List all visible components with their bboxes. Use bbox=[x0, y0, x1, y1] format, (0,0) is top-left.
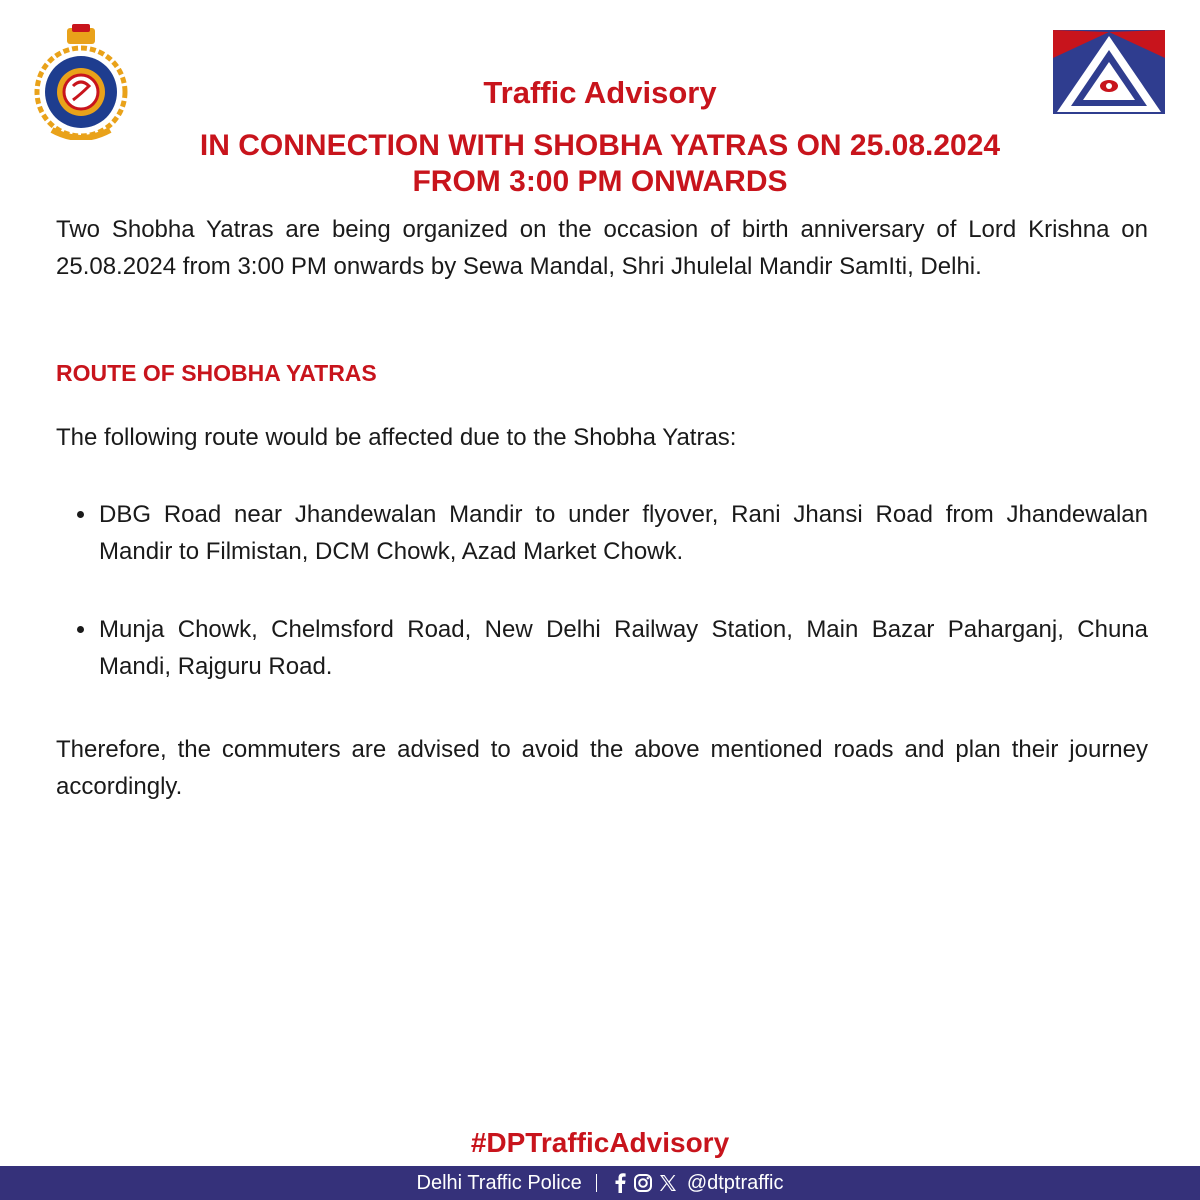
route-intro: The following route would be affected due to the Shobha Yatras: bbox=[56, 424, 737, 451]
subtitle-line-2: FROM 3:00 PM ONWARDS bbox=[412, 165, 788, 198]
intro-paragraph: Two Shobha Yatras are being organized on the occasion of birth anniversary of Lord Krishna on 25.08.2024 from 3:00 PM onwards by Sewa Mandal, Shri Jhulelal Mandir SamIti, Delhi. bbox=[56, 216, 1148, 280]
footer-bar bbox=[0, 1166, 1200, 1200]
subtitle-line-1: IN CONNECTION WITH SHOBHA YATRAS ON 25.08.2024 bbox=[199, 129, 1001, 162]
facebook-icon bbox=[613, 1173, 627, 1193]
bullet-icon bbox=[77, 626, 84, 633]
footer-divider bbox=[596, 1174, 597, 1192]
route-heading: ROUTE OF SHOBHA YATRAS bbox=[56, 360, 377, 386]
footer-handle: @dtptraffic bbox=[686, 1171, 784, 1194]
advice-paragraph: Therefore, the commuters are advised to avoid the above mentioned roads and plan their journey accordingly. bbox=[56, 736, 1148, 800]
advisory-subtitle bbox=[0, 128, 1200, 200]
footer-org-name: Delhi Traffic Police bbox=[416, 1171, 582, 1194]
x-icon bbox=[659, 1174, 677, 1192]
bullet-icon bbox=[77, 511, 84, 518]
hashtag: #DPTrafficAdvisory bbox=[470, 1127, 730, 1158]
list-item bbox=[56, 496, 1148, 570]
route-item-text: Munja Chowk, Chelmsford Road, New Delhi Railway Station, Main Bazar Paharganj, Chuna Mandi, Rajguru Road. bbox=[99, 616, 1148, 680]
route-item-text: DBG Road near Jhandewalan Mandir to under flyover, Rani Jhansi Road from Jhandewalan Mandir to Filmistan, DCM Chowk, Azad Market Chowk. bbox=[99, 501, 1148, 565]
list-item bbox=[56, 611, 1148, 685]
page-title: Traffic Advisory bbox=[483, 75, 717, 110]
route-list bbox=[56, 496, 1148, 685]
instagram-icon bbox=[633, 1173, 653, 1193]
